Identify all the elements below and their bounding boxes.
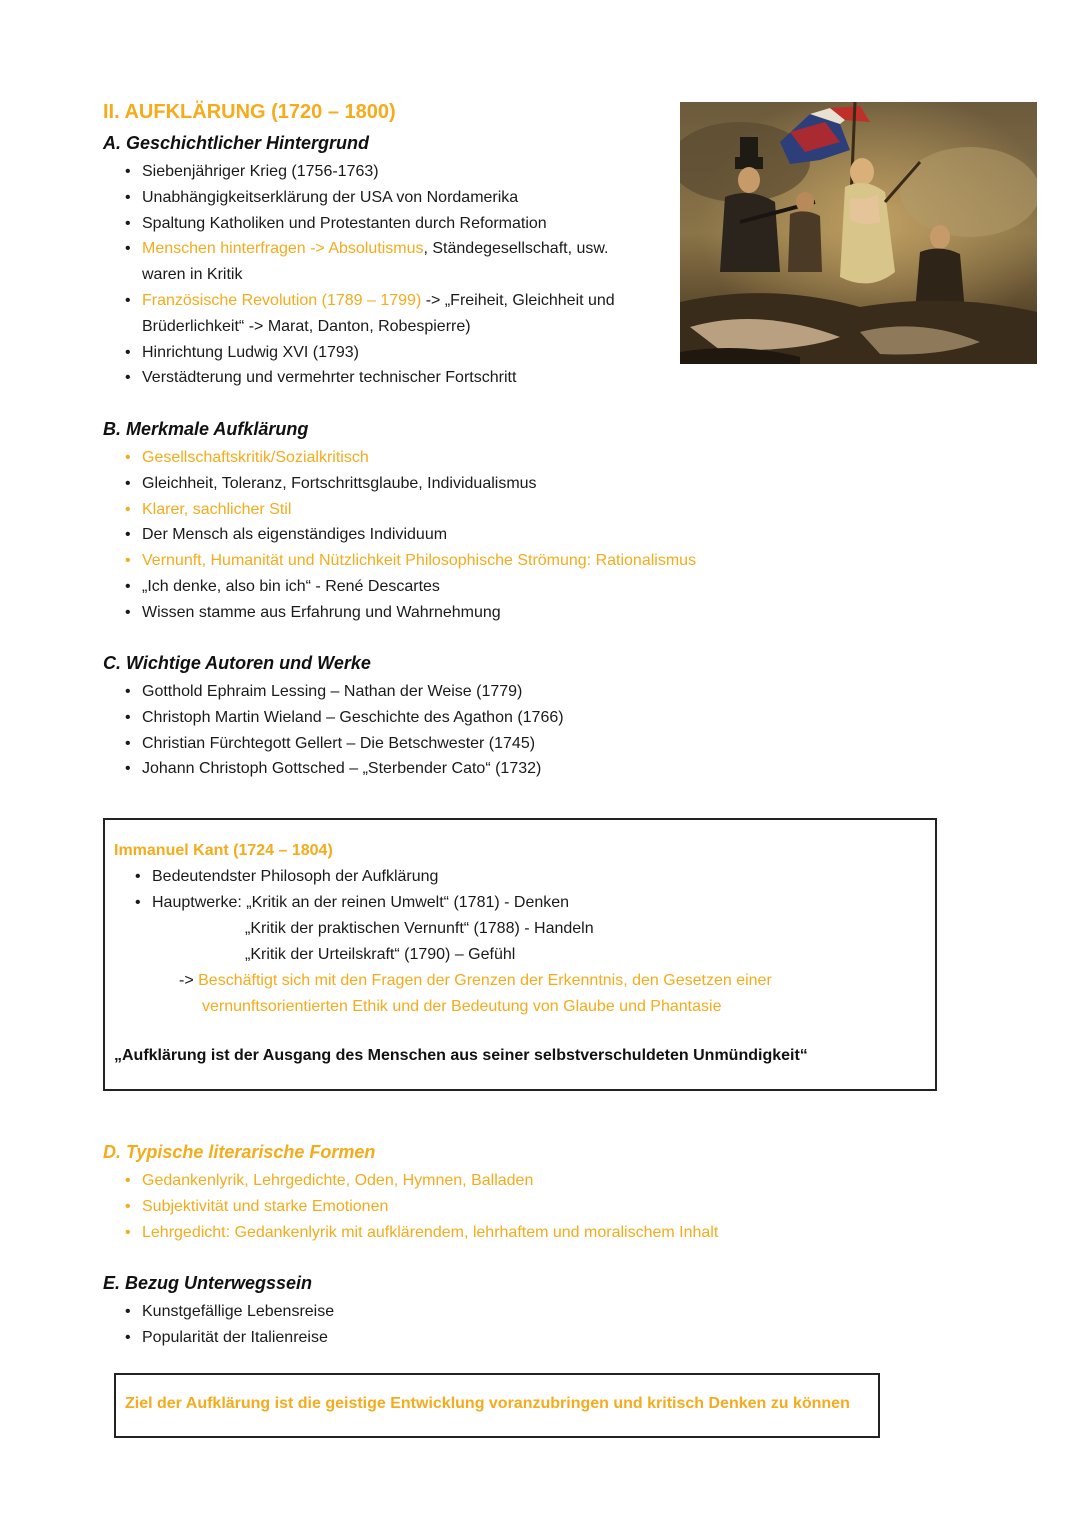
arrow-glyph: -> — [179, 972, 199, 989]
list-item: • Gedankenlyrik, Lehrgedichte, Oden, Hymnen, Balladen — [125, 1168, 825, 1194]
list-item: • Spaltung Katholiken und Protestanten durch Reformation — [125, 211, 665, 237]
section-e-list — [125, 1299, 625, 1351]
list-item: • Siebenjähriger Krieg (1756-1763) — [125, 159, 665, 185]
list-item: • Der Mensch als eigenständiges Individuum — [125, 522, 825, 548]
section-c-list — [125, 679, 725, 782]
section-b-list — [125, 445, 825, 626]
list-item: • Christoph Martin Wieland – Geschichte des Agathon (1766) — [125, 705, 725, 731]
page-title: II. AUFKLÄRUNG (1720 – 1800) — [103, 101, 396, 123]
kant-summary: -> Beschäftigt sich mit den Fragen der Grenzen der Erkenntnis, den Gesetzen einer vernunftsorientierten Ethik und der Bedeutung von Glaube und Phantasie — [179, 972, 772, 1015]
kant-werk-line: „Kritik der Urteilskraft“ (1790) – Gefühl — [245, 946, 516, 963]
kant-list — [135, 864, 915, 916]
list-item: • Johann Christoph Gottsched – „Sterbender Cato“ (1732) — [125, 756, 725, 782]
list-item: • Hinrichtung Ludwig XVI (1793) — [125, 340, 665, 366]
list-item: • Unabhängigkeitserklärung der USA von Nordamerika — [125, 185, 665, 211]
section-a-heading: A. Geschichtlicher Hintergrund — [103, 133, 370, 153]
section-a-list — [125, 159, 665, 391]
kant-info-box — [103, 818, 937, 1091]
list-item: • Französische Revolution (1789 – 1799) -> „Freiheit, Gleichheit und Brüderlichkeit“ -> Marat, Danton, Robespierre) — [125, 288, 665, 340]
list-item: • Vernunft, Humanität und Nützlichkeit Philosophische Strömung: Rationalismus — [125, 548, 825, 574]
section-c-heading: C. Wichtige Autoren und Werke — [103, 653, 371, 673]
ziel-box — [114, 1373, 880, 1438]
list-item: • Gesellschaftskritik/Sozialkritisch — [125, 445, 825, 471]
list-item: • Menschen hinterfragen -> Absolutismus, Ständegesellschaft, usw. waren in Kritik — [125, 236, 665, 288]
list-item: • Lehrgedicht: Gedankenlyrik mit aufklärendem, lehrhaftem und moralischem Inhalt — [125, 1220, 825, 1246]
list-item: • Christian Fürchtegott Gellert – Die Betschwester (1745) — [125, 731, 725, 757]
painting-image — [680, 102, 1037, 364]
list-item: • Subjektivität und starke Emotionen — [125, 1194, 825, 1220]
ziel-text: Ziel der Aufklärung ist die geistige Entwicklung voranzubringen und kritisch Denken zu können — [125, 1395, 850, 1412]
list-item: • Klarer, sachlicher Stil — [125, 497, 825, 523]
section-d-heading: D. Typische literarische Formen — [103, 1142, 376, 1162]
section-b-heading: B. Merkmale Aufklärung — [103, 419, 309, 439]
section-d-list — [125, 1168, 825, 1245]
list-item: • Wissen stamme aus Erfahrung und Wahrnehmung — [125, 600, 825, 626]
kant-werk-line: „Kritik der praktischen Vernunft“ (1788) - Handeln — [245, 920, 594, 937]
list-item: • Hauptwerke: „Kritik an der reinen Umwelt“ (1781) - Denken — [135, 890, 915, 916]
list-item: • Gotthold Ephraim Lessing – Nathan der Weise (1779) — [125, 679, 725, 705]
kant-title: Immanuel Kant (1724 – 1804) — [114, 842, 333, 859]
list-item: • Bedeutendster Philosoph der Aufklärung — [135, 864, 915, 890]
list-item: • „Ich denke, also bin ich“ - René Descartes — [125, 574, 825, 600]
section-e-heading: E. Bezug Unterwegssein — [103, 1273, 313, 1293]
list-item: • Kunstgefällige Lebensreise — [125, 1299, 625, 1325]
list-item: • Gleichheit, Toleranz, Fortschrittsglaube, Individualismus — [125, 471, 825, 497]
kant-quote: „Aufklärung ist der Ausgang des Menschen aus seiner selbstverschuldeten Unmündigkeit“ — [114, 1047, 808, 1064]
list-item: • Popularität der Italienreise — [125, 1325, 625, 1351]
list-item: • Verstädterung und vermehrter technischer Fortschritt — [125, 365, 665, 391]
